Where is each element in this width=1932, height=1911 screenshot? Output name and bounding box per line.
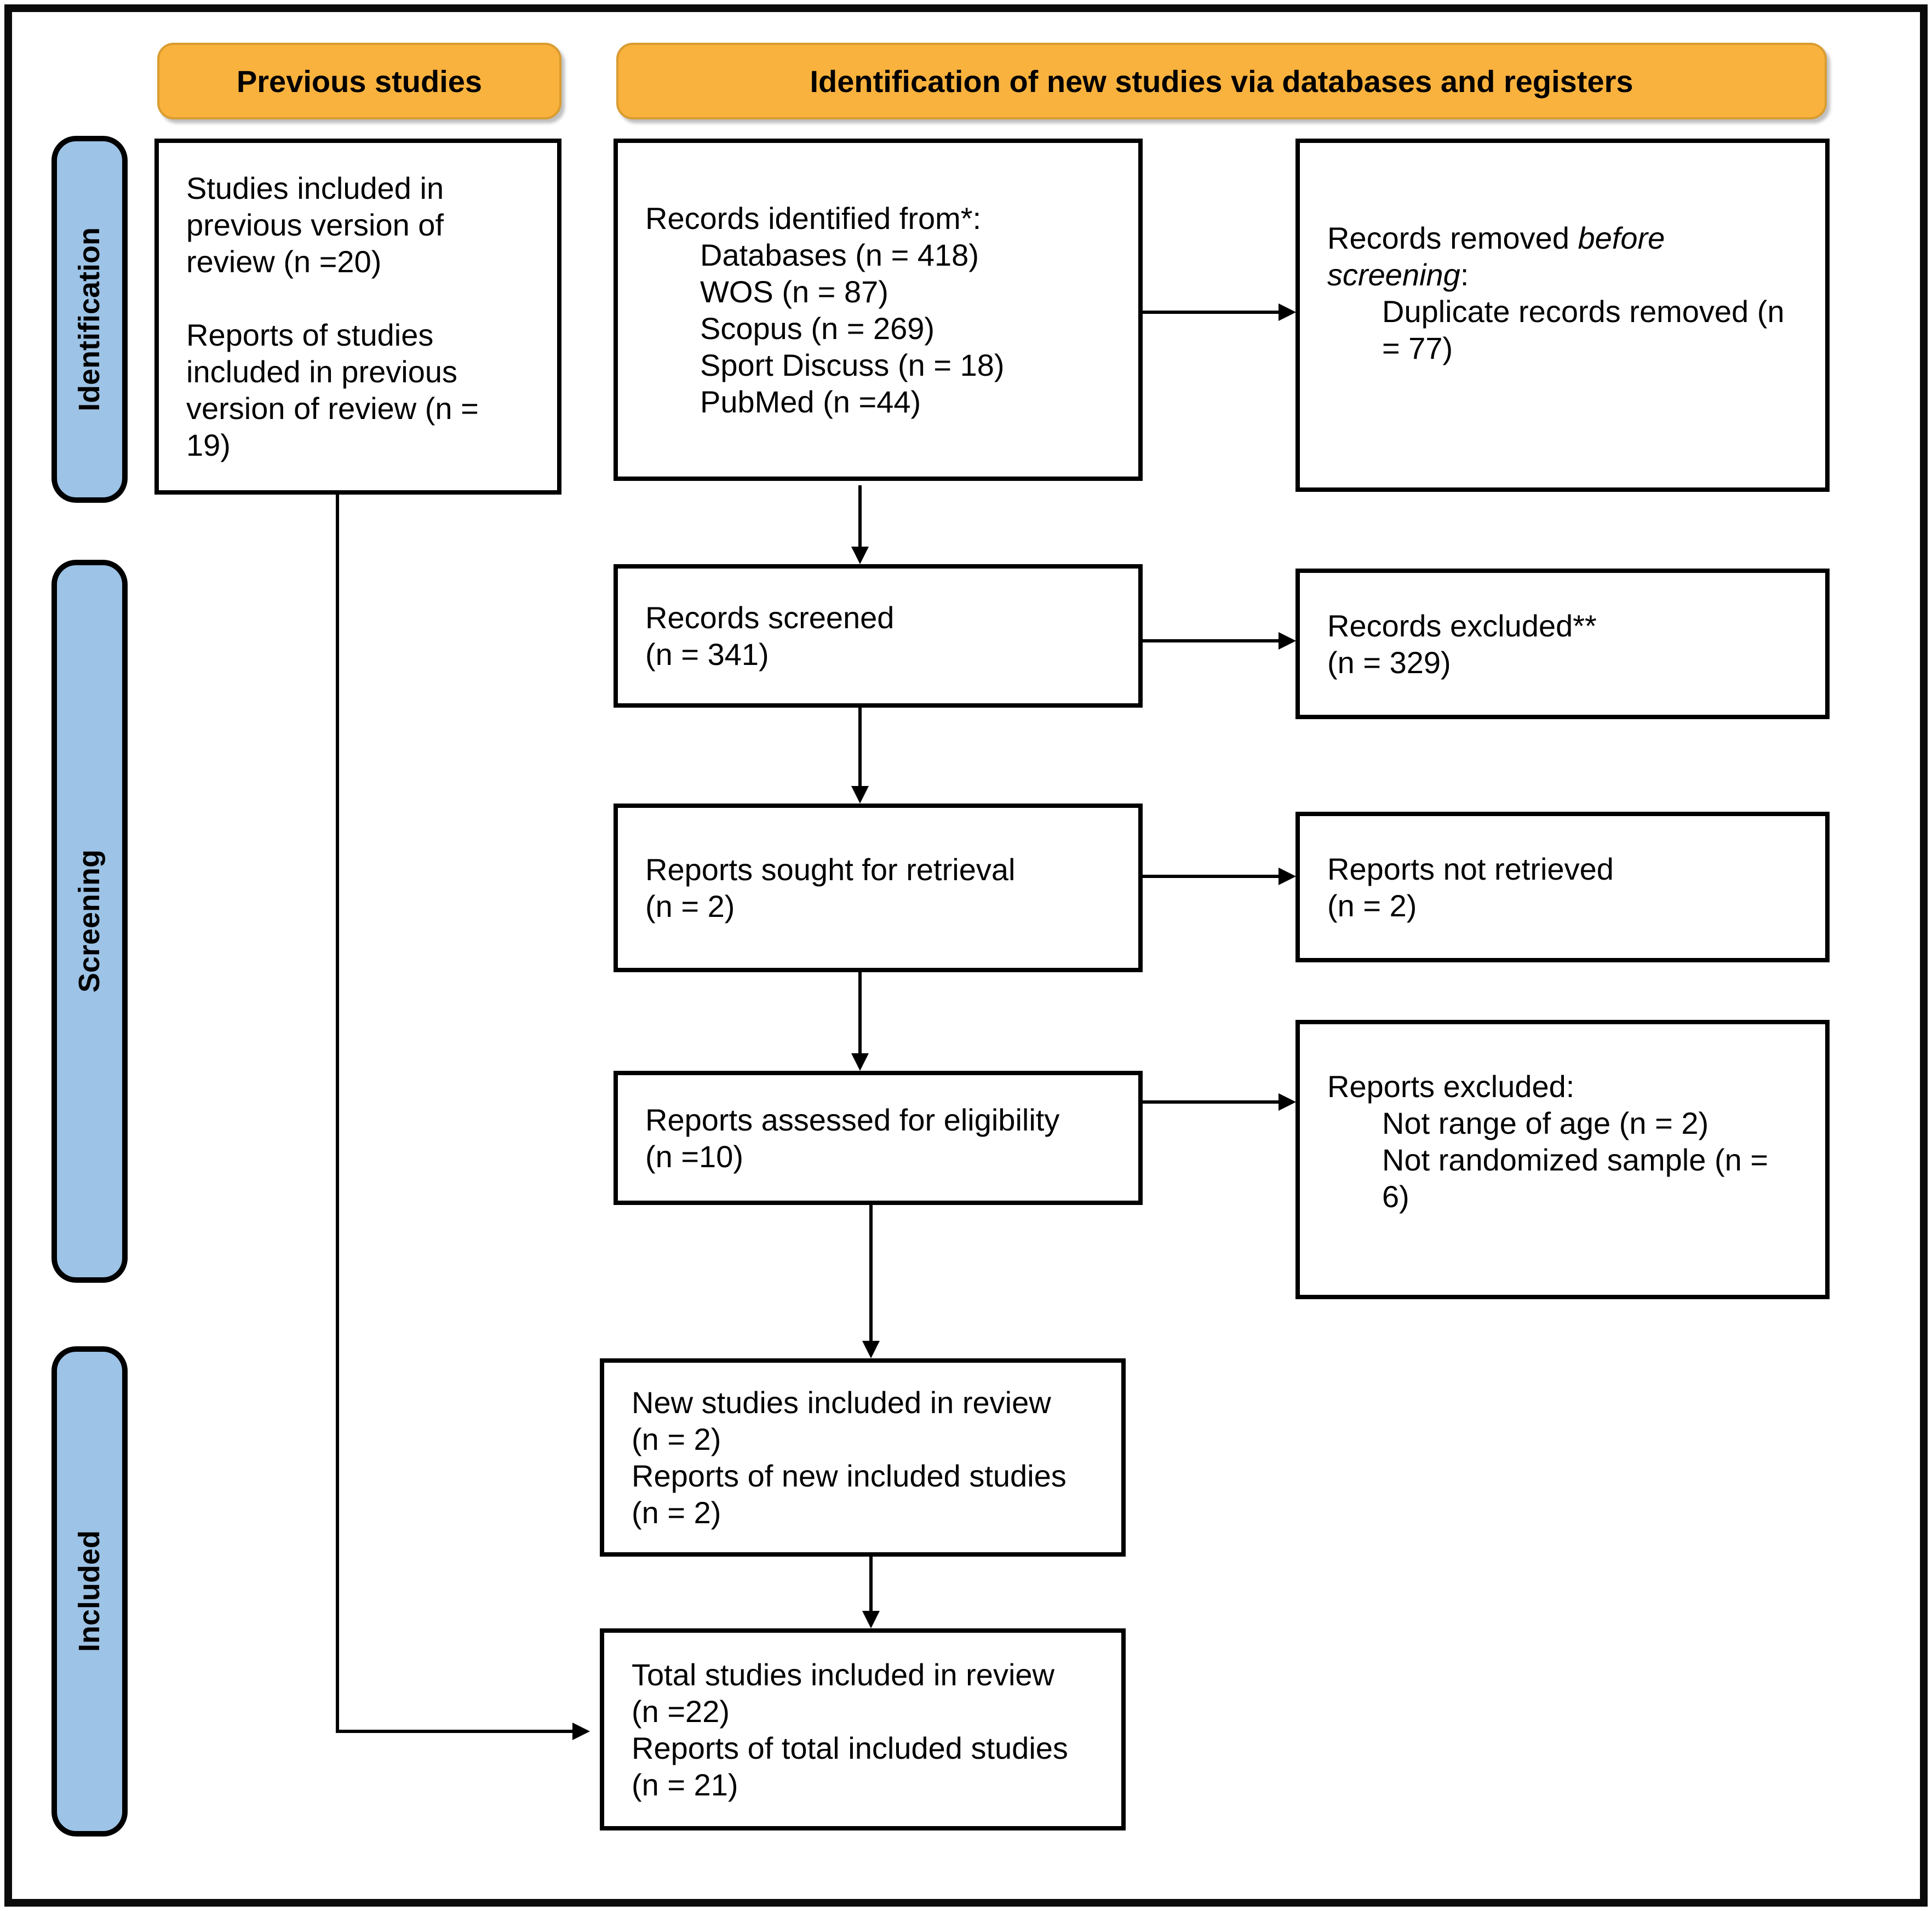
arrow-screened-to-sought [858, 708, 862, 804]
header-previous-studies-label: Previous studies [236, 64, 483, 99]
box-new-studies-line: (n = 2) [632, 1422, 721, 1456]
box-records-screened-count: (n = 341) [645, 637, 769, 672]
box-reports-assessed [614, 1071, 1143, 1205]
box-reports-excluded-item: 6) [1382, 1179, 1409, 1214]
box-previous-studies-line: previous version of [186, 208, 444, 242]
box-reports-not-retrieved [1295, 812, 1830, 962]
box-previous-studies [154, 139, 561, 495]
box-reports-excluded-item: Not range of age (n = 2) [1382, 1106, 1709, 1140]
header-previous-studies [157, 43, 561, 119]
arrow-assessed-to-new-studies [869, 1205, 873, 1358]
box-previous-studies-line: version of review (n = [186, 391, 479, 426]
stage-label-screening: Screening [51, 560, 128, 1283]
box-previous-studies-line: Reports of studies [186, 318, 434, 352]
box-reports-sought [614, 804, 1143, 972]
box-records-identified-item: Sport Discuss (n = 18) [700, 347, 1005, 382]
box-new-studies-line: (n = 2) [632, 1495, 721, 1530]
box-total-studies-line: (n =22) [632, 1694, 730, 1729]
box-records-identified-item: Databases (n = 418) [700, 237, 979, 272]
box-reports-excluded-title: Reports excluded: [1327, 1069, 1575, 1104]
header-new-studies [616, 43, 1827, 119]
box-reports-excluded-item: Not randomized sample (n = [1382, 1143, 1769, 1177]
box-total-studies [600, 1628, 1126, 1830]
box-records-removed [1295, 139, 1830, 492]
stage-label-included: Included [51, 1346, 128, 1837]
box-records-removed-line2: screening: [1327, 257, 1469, 292]
box-records-removed-item: Duplicate records removed (n [1382, 294, 1785, 329]
box-total-studies-line: (n = 21) [632, 1767, 738, 1802]
box-records-excluded [1295, 569, 1830, 719]
box-reports-excluded [1295, 1020, 1830, 1299]
box-reports-sought-count: (n = 2) [645, 889, 735, 923]
box-total-studies-line: Reports of total included studies [632, 1730, 1068, 1765]
arrow-sought-to-assessed [858, 972, 862, 1071]
box-records-identified-title: Records identified from*: [645, 200, 982, 236]
box-records-removed-item: = 77) [1382, 331, 1453, 365]
header-new-studies-label: Identification of new studies via databases and registers [810, 64, 1633, 99]
box-records-excluded-count: (n = 329) [1327, 645, 1451, 680]
box-new-studies-line: Reports of new included studies [632, 1459, 1067, 1493]
box-reports-not-retrieved-count: (n = 2) [1327, 888, 1417, 923]
arrow-assessed-to-reports-excluded [1143, 1100, 1296, 1104]
arrow-sought-to-not-retrieved [1143, 875, 1296, 878]
arrow-identified-to-screened [858, 485, 862, 564]
box-records-identified-item: PubMed (n =44) [700, 384, 921, 419]
arrow-identified-to-removed [1143, 311, 1296, 314]
box-reports-assessed-label: Reports assessed for eligibility [645, 1102, 1060, 1137]
stage-label-identification: Identification [51, 136, 128, 503]
box-records-excluded-label: Records excluded** [1327, 608, 1597, 643]
box-records-identified [614, 139, 1143, 481]
box-new-studies [600, 1358, 1126, 1557]
box-records-identified-item: Scopus (n = 269) [700, 311, 935, 346]
box-records-screened-label: Records screened [645, 600, 895, 635]
box-previous-studies-line: 19) [186, 428, 231, 462]
box-records-removed-line1: Records removed before [1327, 221, 1665, 255]
box-previous-studies-line: Studies included in [186, 171, 444, 205]
box-previous-studies-line [186, 280, 541, 317]
box-reports-assessed-count: (n =10) [645, 1139, 743, 1174]
arrow-screened-to-excluded [1143, 639, 1296, 642]
box-previous-studies-line: review (n =20) [186, 244, 382, 279]
box-new-studies-line: New studies included in review [632, 1385, 1051, 1420]
box-reports-sought-label: Reports sought for retrieval [645, 852, 1016, 887]
arrow-new-to-total-studies [869, 1557, 873, 1628]
box-previous-studies-line: included in previous [186, 354, 457, 389]
box-reports-not-retrieved-label: Reports not retrieved [1327, 851, 1614, 886]
box-records-screened [614, 564, 1143, 708]
box-total-studies-line: Total studies included in review [632, 1657, 1054, 1692]
box-records-identified-item: WOS (n = 87) [700, 274, 888, 309]
